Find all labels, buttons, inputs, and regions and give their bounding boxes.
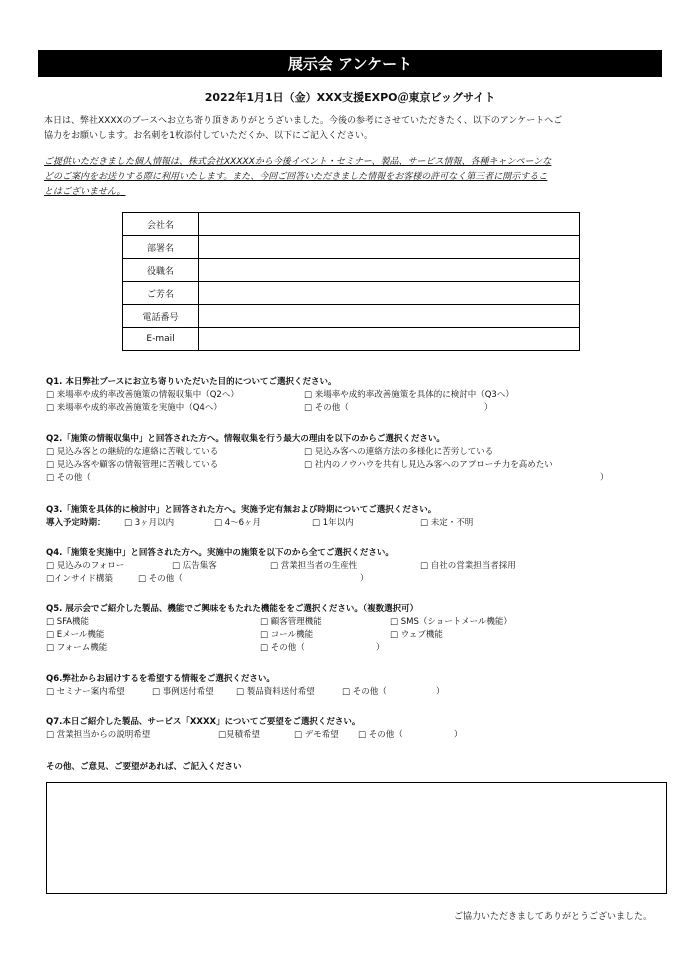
field-label-name: ご芳名 (123, 282, 199, 305)
q7-option-explanation[interactable]: □ 営業担当からの説明希望 (46, 730, 151, 740)
q6-option-other[interactable]: □ その他（ (342, 687, 387, 697)
q2-option-followup[interactable]: □ 見込み客との継続的な連絡に苦戦している (46, 447, 219, 457)
q5-option-email[interactable]: □ Eメール機能 (46, 630, 105, 640)
q3-option-1year[interactable]: □ 1年以内 (312, 518, 354, 528)
q4-option-hiring[interactable]: □ 自社の営業担当者採用 (420, 561, 516, 571)
event-subtitle: 2022年1月1日（金）XXX支援EXPO＠東京ビッグサイト (204, 91, 496, 104)
question-6-title: Q6.弊社からお届けするを希望する情報をご選択ください。 (46, 674, 275, 684)
question-4 (46, 547, 666, 586)
q2-option-other[interactable]: □ その他（ (46, 473, 91, 483)
q7-option-demo[interactable]: □ デモ希望 (294, 730, 339, 740)
field-label-email: E-mail (123, 328, 199, 351)
q2-option-knowhow[interactable]: □ 社内のノウハウを共有し見込み客へのアプローチ力を高めたい (304, 460, 553, 470)
question-7 (46, 716, 666, 742)
q4-option-followup[interactable]: □ 見込みのフォロー (46, 561, 125, 571)
q4-option-other[interactable]: □ その他（ (138, 574, 183, 584)
q2-option-channels[interactable]: □ 見込み客への連絡方法の多様化に苦労している (304, 447, 494, 457)
thank-you-text: ご協力いただきましてありがとうございました。 (453, 912, 652, 922)
q2-other-close: ） (600, 473, 609, 483)
q5-option-sfa[interactable]: □ SFA機能 (46, 617, 90, 627)
question-6 (46, 673, 666, 699)
survey-title: 展示会 アンケート (38, 50, 662, 77)
q4-option-productivity[interactable]: □ 営業担当者の生産性 (270, 561, 358, 571)
question-5 (46, 603, 666, 655)
q1-option-implementing[interactable]: □ 来場率や成約率改善施策を実施中（Q4へ） (46, 403, 222, 413)
q6-other-close: ） (436, 687, 445, 697)
q4-option-inside-sales[interactable]: □インサイド構築 (46, 574, 113, 584)
q4-other-close: ） (360, 574, 369, 584)
contact-info-table (122, 212, 580, 351)
question-3 (46, 504, 666, 530)
name-input[interactable] (199, 282, 580, 305)
q1-option-considering[interactable]: □ 来場率や成約率改善施策を具体的に検討中（Q3へ） (304, 390, 514, 400)
q1-other-close: ） (484, 403, 493, 413)
q1-option-info-gathering[interactable]: □ 来場率や成約率改善施策の情報収集中（Q2へ） (46, 390, 239, 400)
q4-option-ads[interactable]: □ 広告集客 (172, 561, 217, 571)
question-5-title: Q5. 展示会でご紹介した製品、機能でご興味をもたれた機能ををご選択ください。（複数選択可） (46, 604, 419, 614)
q5-option-form[interactable]: □ フォーム機能 (46, 643, 108, 653)
q5-other-close: ） (376, 643, 385, 653)
q1-option-other[interactable]: □ その他（ (304, 403, 349, 413)
position-input[interactable] (199, 259, 580, 282)
q5-option-other[interactable]: □ その他（ (260, 643, 305, 653)
company-input[interactable] (199, 213, 580, 236)
field-label-department: 部署名 (123, 236, 199, 259)
field-label-company: 会社名 (123, 213, 199, 236)
question-1-title: Q1. 本日弊社ブースにお立ち寄りいただいた目的についてご選択ください。 (46, 377, 337, 387)
privacy-notice: ご提供いただきました個人情報は、株式会社XXXXXから今後イベント・セミナー、製品、サービス情報、各種キャンペーンな どのご案内をお送りする際に利用いたします。また、今回ご回答いただきました情報をお客様の許可なく第三者に開示するこ とはございません。 (44, 157, 552, 197)
q6-option-seminar[interactable]: □ セミナー案内希望 (46, 687, 125, 697)
question-3-title: Q3.「施策を具体的に検討中」と回答された方へ。実施予定有無および時期についてご選択ください。 (46, 505, 437, 515)
question-2 (46, 433, 666, 485)
q3-option-undecided[interactable]: □ 未定・不明 (420, 518, 474, 528)
question-1 (46, 376, 666, 415)
question-2-title: Q2.「施策の情報収集中」と回答された方へ。情報収集を行う最大の理由を以下のからご選択ください。 (46, 434, 445, 444)
question-4-title: Q4.「施策を実施中」と回答された方へ。実施中の施策を以下のから全てご選択ください。 (46, 548, 394, 558)
q7-option-other[interactable]: □ その他（ (358, 730, 403, 740)
q7-other-close: ） (454, 730, 463, 740)
question-7-title: Q7.本日ご紹介した製品、サービス「XXXX」についてご要望をご選択ください。 (46, 717, 361, 727)
comments-textarea[interactable] (46, 782, 667, 894)
q5-option-call[interactable]: □ コール機能 (260, 630, 314, 640)
department-input[interactable] (199, 236, 580, 259)
q3-option-3months[interactable]: □ 3ヶ月以内 (124, 518, 175, 528)
q2-option-data-mgmt[interactable]: □ 見込み客や顧客の情報管理に苦戦している (46, 460, 219, 470)
intro-text: 本日は、弊社XXXXのブースへお立ち寄り頂きありがとうざいました。今後の参考にさせていただきたく、以下のアンケートへご 協力をお願いします。お名刺を1枚添付していただくか、以下にご記入ください。 (44, 116, 563, 141)
q3-option-4to6months[interactable]: □ 4〜6ヶ月 (214, 518, 262, 528)
comments-label: その他、ご意見、ご要望があれば、ご記入ください (46, 762, 242, 772)
q7-option-quote[interactable]: □見積希望 (218, 730, 261, 740)
q5-option-sms[interactable]: □ SMS（ショートメール機能） (390, 617, 512, 627)
field-label-phone: 電話番号 (123, 305, 199, 328)
q5-option-crm[interactable]: □ 顧客管理機能 (260, 617, 322, 627)
phone-input[interactable] (199, 305, 580, 328)
field-label-position: 役職名 (123, 259, 199, 282)
q6-option-brochure[interactable]: □ 製品資料送付希望 (236, 687, 315, 697)
q3-timing-label: 導入予定時期： (46, 518, 106, 528)
email-input[interactable] (199, 328, 580, 351)
q5-option-web[interactable]: □ ウェブ機能 (390, 630, 443, 640)
q6-option-case-study[interactable]: □ 事例送付希望 (152, 687, 214, 697)
